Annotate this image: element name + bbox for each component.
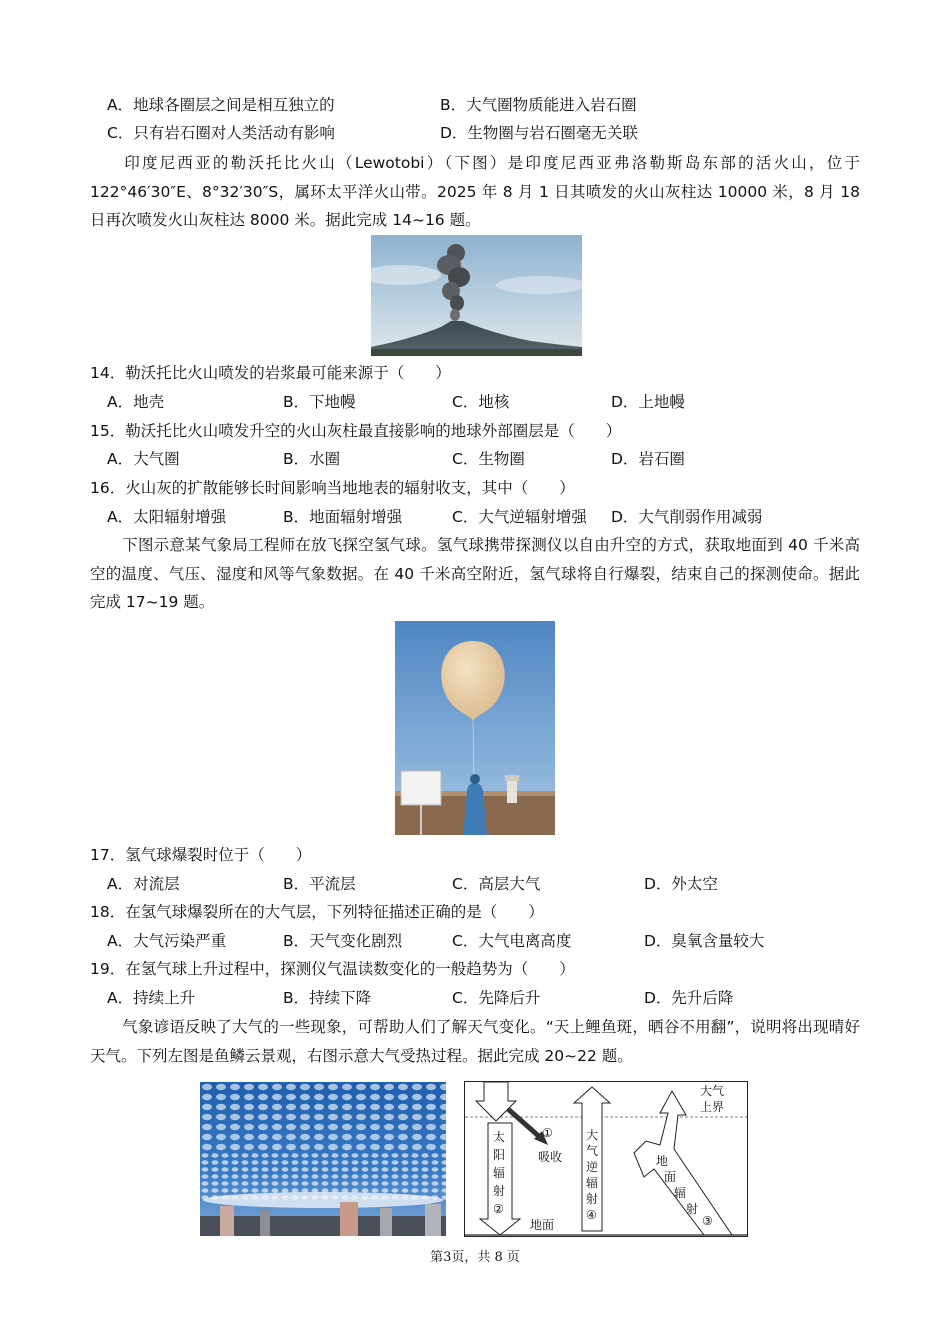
q17-option-a: A．对流层 — [107, 875, 180, 893]
q18-option-a: A．大气污染严重 — [107, 932, 227, 950]
counter-num: ④ — [586, 1208, 597, 1222]
q16-option-c: C．大气逆辐射增强 — [452, 508, 587, 526]
q14-option-b: B．下地幔 — [283, 393, 356, 411]
q15-option-b: B．水圈 — [283, 450, 341, 468]
q14-option-c: C．地核 — [452, 393, 510, 411]
counter-char-2: 气 — [586, 1144, 599, 1158]
q18-stem: 18．在氢气球爆裂所在的大气层，下列特征描述正确的是（ ） — [90, 903, 544, 921]
volcano-intro-paragraph — [90, 149, 860, 235]
ground-label: 地面 — [530, 1218, 555, 1232]
volcano-photo — [371, 235, 582, 356]
solar-char-1: 太 — [493, 1130, 506, 1144]
q15-option-c: C．生物圈 — [452, 450, 525, 468]
mackerel-sky-photo — [200, 1082, 446, 1236]
solar-num: ② — [493, 1202, 504, 1216]
q15-stem: 15．勒沃托比火山喷发升空的火山灰柱最直接影响的地球外部圈层是（ ） — [90, 422, 622, 440]
ground-rad-char-3: 辐 — [674, 1186, 687, 1200]
ground-rad-char-2: 面 — [664, 1170, 677, 1184]
q17-stem: 17．氢气球爆裂时位于（ ） — [90, 846, 312, 864]
q13-option-a: A．地球各圈层之间是相互独立的 — [107, 96, 335, 114]
q13-option-d: D．生物圈与岩石圈毫无关联 — [440, 124, 638, 142]
solar-char-3: 辐 — [493, 1166, 506, 1180]
solar-char-2: 阳 — [493, 1148, 506, 1162]
q17-option-d: D．外太空 — [644, 875, 718, 893]
top-label-1: 大气 — [700, 1084, 725, 1098]
q16-option-b: B．地面辐射增强 — [283, 508, 403, 526]
ground-rad-char-1: 地 — [656, 1154, 669, 1168]
atmospheric-heating-diagram — [464, 1081, 748, 1237]
weather-balloon-photo — [395, 621, 555, 835]
q19-option-c: C．先降后升 — [452, 989, 541, 1007]
q17-option-c: C．高层大气 — [452, 875, 541, 893]
q14-option-a: A．地壳 — [107, 393, 165, 411]
q13-option-b: B．大气圈物质能进入岩石圈 — [440, 96, 637, 114]
balloon-intro-paragraph — [90, 531, 860, 617]
ground-rad-num: ③ — [702, 1214, 713, 1228]
absorb-num: ① — [542, 1126, 553, 1140]
counter-char-5: 射 — [586, 1192, 599, 1206]
counter-char-1: 大 — [586, 1128, 599, 1142]
q16-option-d: D．大气削弱作用减弱 — [611, 508, 763, 526]
solar-char-4: 射 — [493, 1184, 506, 1198]
q18-option-d: D．臭氧含量较大 — [644, 932, 765, 950]
q19-option-a: A．持续上升 — [107, 989, 196, 1007]
balloon-intro-text: 下图示意某气象局工程师在放飞探空氢气球。氢气球携带探测仪以自由升空的方式，获取地面到 40 千米高空的温度、气压、湿度和风等气象数据。在 40 千米高空附近，氢气球将自行爆裂，结束自己的探测使命。据此完成 17~19 题。 — [90, 536, 860, 611]
q19-stem: 19．在氢气球上升过程中，探测仪气温读数变化的一般趋势为（ ） — [90, 960, 575, 978]
q16-stem: 16．火山灰的扩散能够长时间影响当地地表的辐射收支，其中（ ） — [90, 479, 575, 497]
volcano-intro-text: 印度尼西亚的勒沃托比火山（Lewotobi）（下图）是印度尼西亚弗洛勒斯岛东部的活火山，位于122°46′30″E、8°32′30″S，属环太平洋火山带。2025 年 8 月 1 日其喷发的火山灰柱达 10000 米，8 月 18 日再次喷发火山灰柱达 8000 米。据此完成 14~16 题。 — [90, 154, 860, 229]
clouds-intro-paragraph — [90, 1013, 860, 1070]
absorb-label: 吸收 — [538, 1150, 563, 1164]
clouds-intro-text: 气象谚语反映了大气的一些现象，可帮助人们了解天气变化。“天上鲤鱼斑，晒谷不用翻”，说明将出现晴好天气。下列左图是鱼鳞云景观，右图示意大气受热过程。据此完成 20~22 题。 — [90, 1018, 860, 1065]
page-footer: 第3页，共 8 页 — [430, 1250, 520, 1265]
counter-char-4: 辐 — [586, 1176, 599, 1190]
q17-option-b: B．平流层 — [283, 875, 356, 893]
top-label-2: 上界 — [700, 1100, 725, 1114]
q18-option-c: C．大气电离高度 — [452, 932, 572, 950]
q14-option-d: D．上地幔 — [611, 393, 685, 411]
ground-rad-char-4: 射 — [686, 1202, 699, 1216]
q15-option-a: A．大气圈 — [107, 450, 180, 468]
q19-option-b: B．持续下降 — [283, 989, 372, 1007]
q18-option-b: B．天气变化剧烈 — [283, 932, 403, 950]
q13-option-c: C．只有岩石圈对人类活动有影响 — [107, 124, 335, 142]
q15-option-d: D．岩石圈 — [611, 450, 685, 468]
counter-char-3: 逆 — [586, 1160, 599, 1174]
q16-option-a: A．太阳辐射增强 — [107, 508, 227, 526]
q19-option-d: D．先升后降 — [644, 989, 734, 1007]
q14-stem: 14．勒沃托比火山喷发的岩浆最可能来源于（ ） — [90, 364, 451, 382]
